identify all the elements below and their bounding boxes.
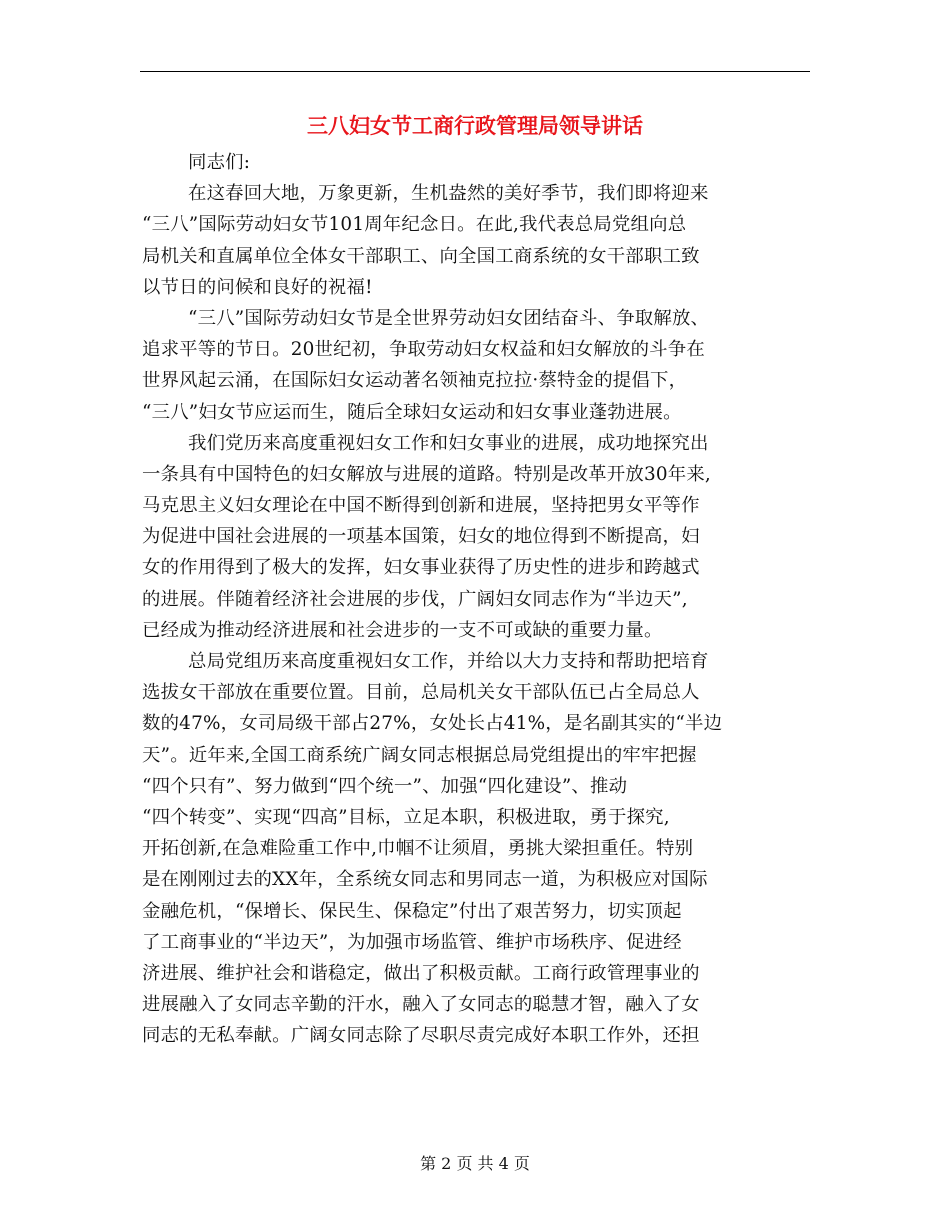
body-line: 数的47%，女司局级干部占27%，女处长占41%，是名副其实的“半边 [142, 713, 723, 735]
header-rule [140, 71, 810, 72]
body-line: 局机关和直属单位全体女干部职工、向全国工商系统的女干部职工致 [142, 245, 700, 267]
body-line: 为促进中国社会进展的一项基本国策，妇女的地位得到不断提高，妇 [142, 526, 700, 548]
body-line: 以节日的问候和良好的祝福! [142, 276, 373, 298]
body-line: 了工商事业的“半边天”，为加强市场监管、维护市场秩序、促进经 [142, 931, 682, 953]
body-line: “三八”国际劳动妇女节是全世界劳动妇女团结奋斗、争取解放、 [188, 307, 710, 329]
body-line: 进展融入了女同志辛勤的汗水，融入了女同志的聪慧才智，融入了女 [142, 994, 700, 1016]
body-line: 同志的无私奉献。广阔女同志除了尽职尽责完成好本职工作外，还担 [142, 1025, 700, 1047]
document-body [142, 147, 810, 1051]
body-line: “四个只有”、努力做到“四个统一”、加强“四化建设”、推动 [142, 775, 628, 797]
body-line: 的进展。伴随着经济社会进展的步伐，广阔妇女同志作为“半边天”, [142, 588, 688, 610]
body-line: 我们党历来高度重视妇女工作和妇女事业的进展，成功地探究出 [188, 432, 709, 454]
body-line: 济进展、维护社会和谐稳定，做出了积极贡献。工商行政管理事业的 [142, 962, 700, 984]
document-title: 三八妇女节工商行政管理局领导讲话 [307, 114, 643, 138]
body-line: 世界风起云涌，在国际妇女运动著名领袖克拉拉·蔡特金的提倡下， [142, 370, 688, 392]
page-number: 第 2 页 共 4 页 [420, 1154, 530, 1173]
body-line: 在这春回大地，万象更新，生机盎然的美好季节，我们即将迎来 [188, 183, 709, 205]
body-line: “三八”妇女节应运而生，随后全球妇女运动和妇女事业蓬勃进展。 [142, 401, 682, 423]
body-line: 天”。近年来,全国工商系统广阔女同志根据总局党组提出的牢牢把握 [142, 744, 697, 766]
body-line: 选拔女干部放在重要位置。目前，总局机关女干部队伍已占全局总人 [142, 682, 700, 704]
body-line: 开拓创新,在急难险重工作中,巾帼不让须眉，勇挑大梁担重任。特别 [142, 838, 694, 860]
body-line: 女的作用得到了极大的发挥，妇女事业获得了历史性的进步和跨越式 [142, 557, 700, 579]
body-line: 追求平等的节日。20世纪初，争取劳动妇女权益和妇女解放的斗争在 [142, 339, 705, 361]
body-line: “三八”国际劳动妇女节101周年纪念日。在此,我代表总局党组向总 [142, 214, 687, 236]
page-footer [0, 1152, 950, 1176]
body-line: “四个转变”、实现“四高”目标，立足本职，积极进取，勇于探究, [142, 806, 670, 828]
salutation-line: 同志们: [188, 152, 251, 173]
body-line: 马克思主义妇女理论在中国不断得到创新和进展，坚持把男女平等作 [142, 495, 700, 517]
body-line: 已经成为推动经济进展和社会进步的一支不可或缺的重要力量。 [142, 619, 663, 641]
body-line: 一条具有中国特色的妇女解放与进展的道路。特别是改革开放30年来, [142, 463, 711, 485]
body-line: 总局党组历来高度重视妇女工作，并给以大力支持和帮助把培育 [188, 651, 709, 672]
body-line: 是在刚刚过去的XX年，全系统女同志和男同志一道，为积极应对国际 [142, 869, 708, 891]
body-line: 金融危机，“保增长、保民生、保稳定”付出了艰苦努力，切实顶起 [142, 900, 682, 922]
